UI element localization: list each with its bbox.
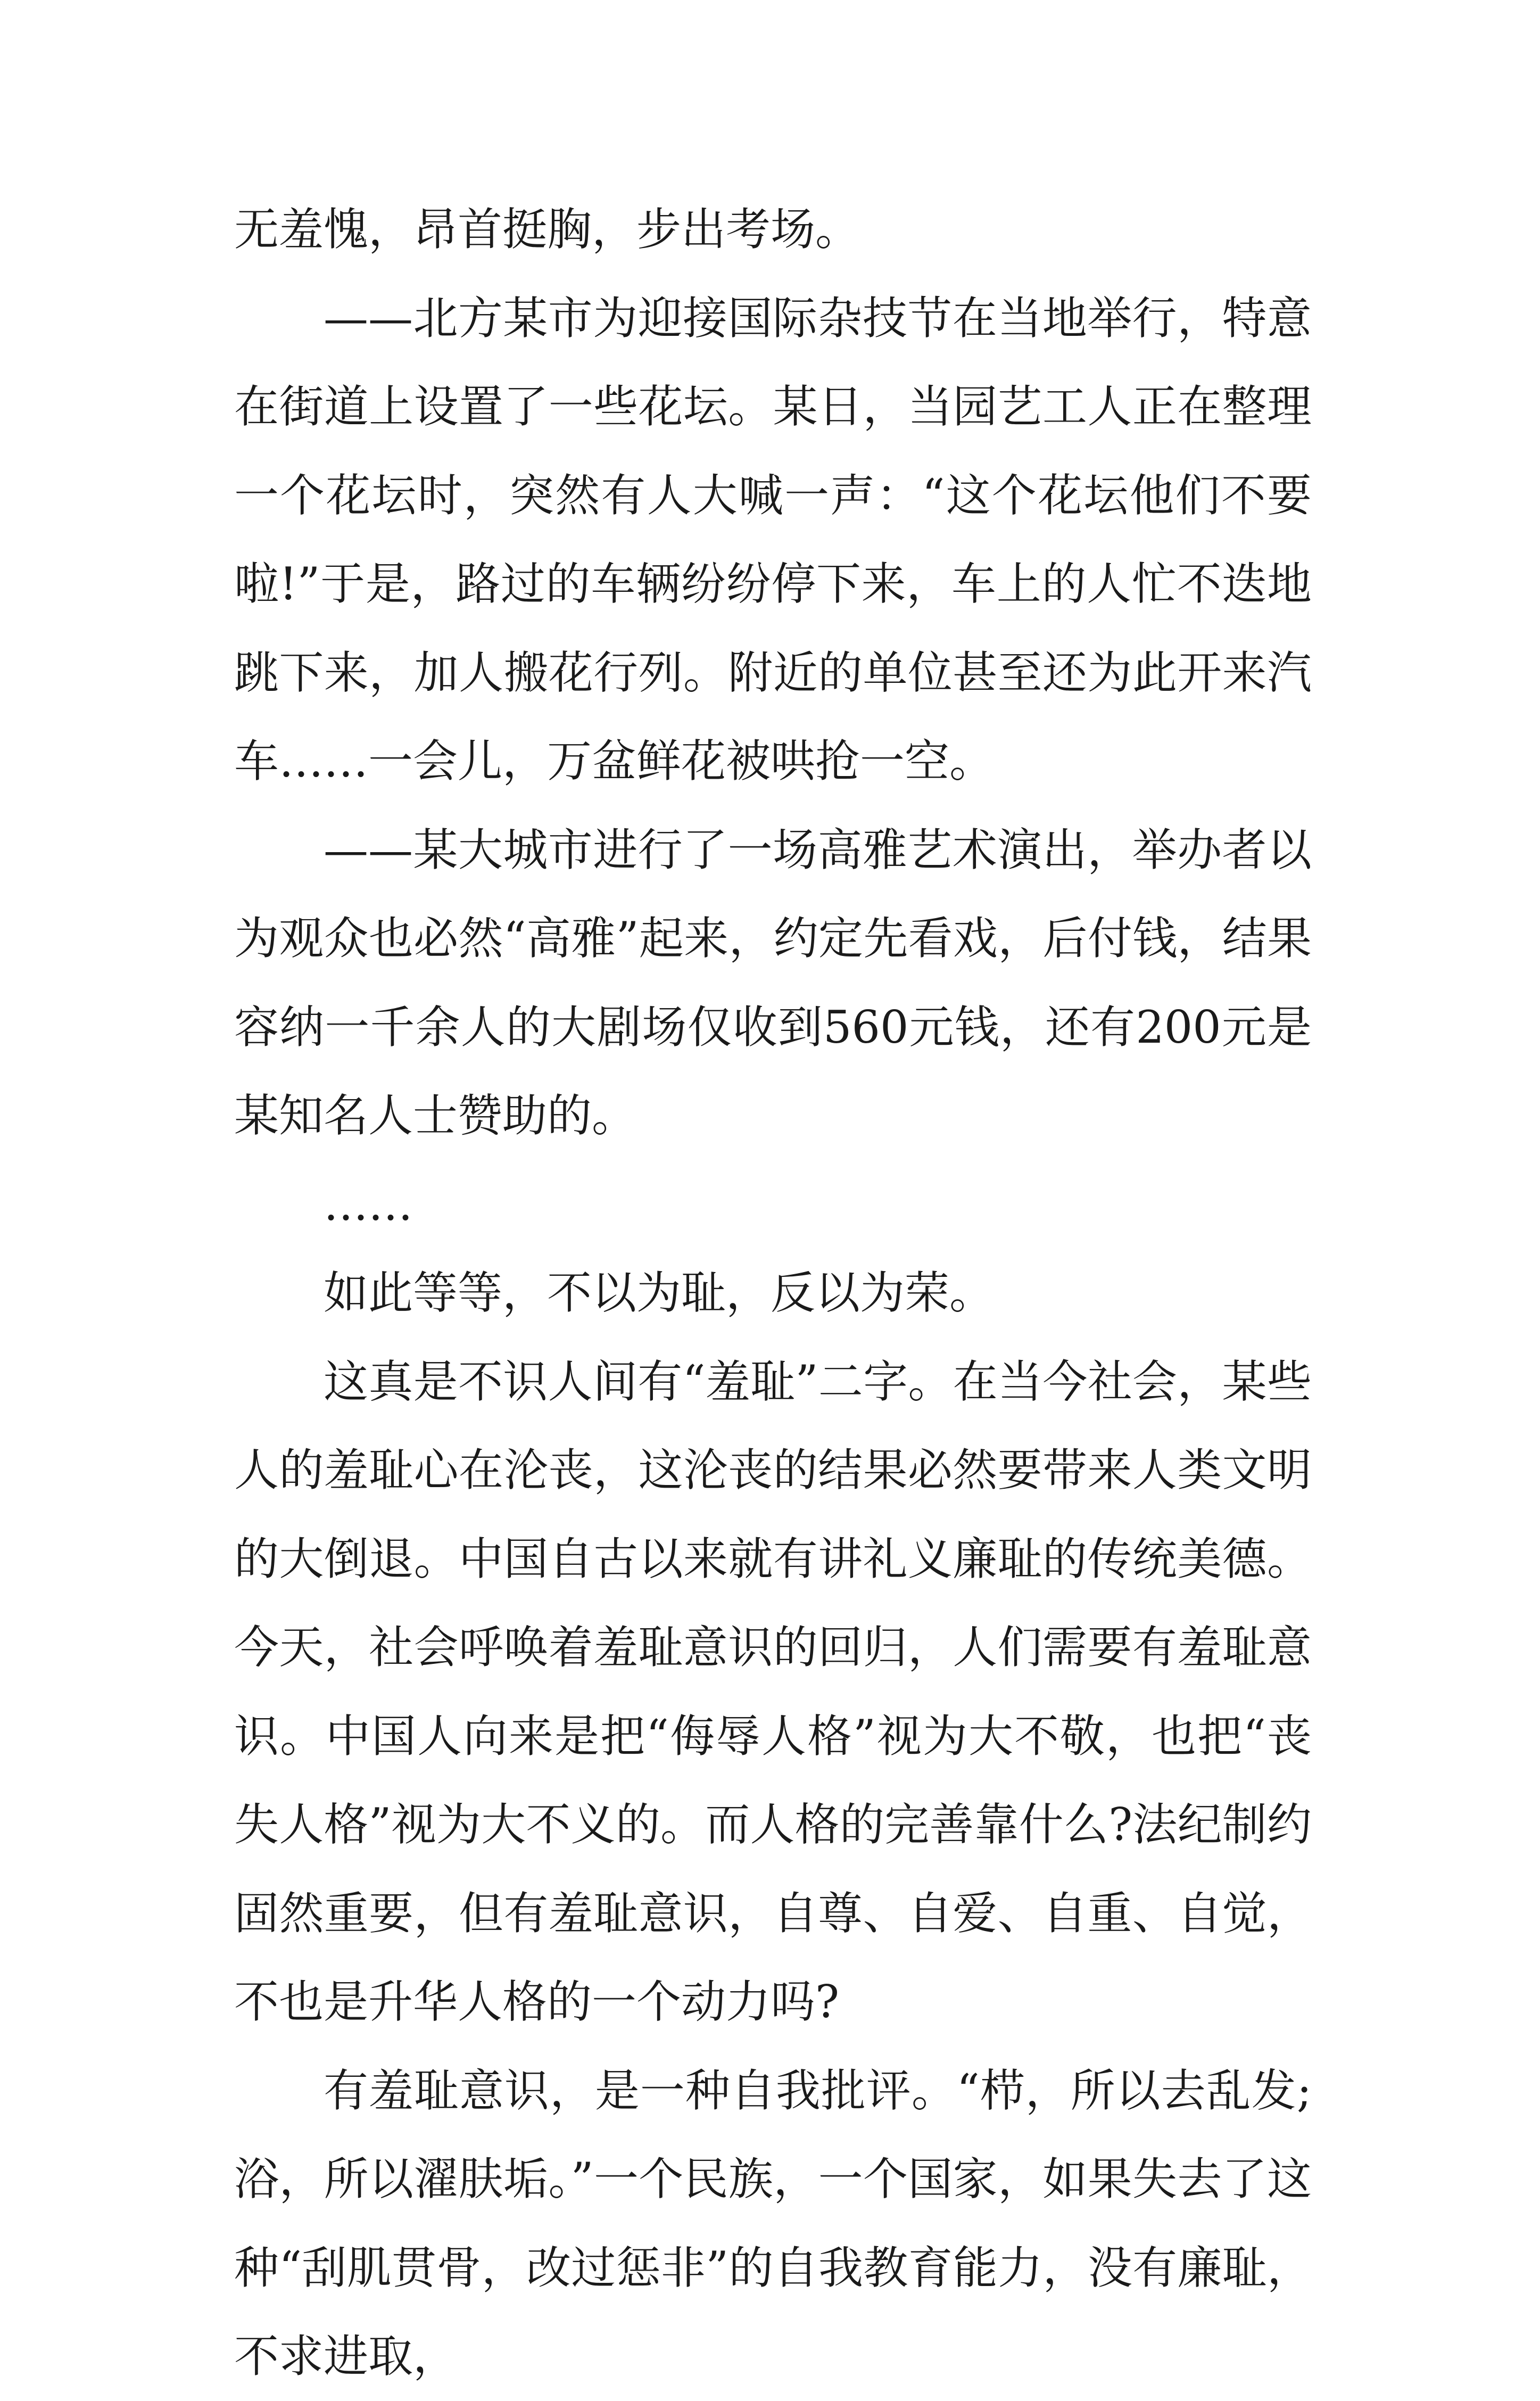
- paragraph-ellipsis: ……: [324, 1178, 413, 1231]
- paragraph-7: 有羞耻意识，是一种自我批评。“栉，所以去乱发;浴，所以濯肤垢。”一个民族，一个国家，如果失去了这种“刮肌贯骨，改过惩非”的自我教育能力，没有廉耻，不求进取，: [234, 2064, 1312, 2382]
- paragraph-6: 这真是不识人间有“羞耻”二字。在当今社会，某些人的羞耻心在沦丧，这沦丧的结果必然要带来人类文明的大倒退。中国自古以来就有讲礼义廉耻的传统美德。今天，社会呼唤着羞耻意识的回归，人们需要有羞耻意识。中国人向来是把“侮辱人格”视为大不敬，也把“丧失人格”视为大不义的。而人格的完善靠什么?法纪制约固然重要，但有羞耻意识，自尊、自爱、自重、自觉，不也是升华人格的一个动力吗?: [234, 1355, 1312, 2028]
- paragraph-5: 如此等等，不以为耻，反以为荣。: [324, 1267, 995, 1319]
- paragraph-3: ——某大城市进行了一场高雅艺术演出，举办者以为观众也必然“高雅”起来，约定先看戏，后付钱，结果容纳一千余人的大剧场仅收到560元钱，还有200元是某知名人士赞助的。: [234, 823, 1312, 1142]
- document-body: [234, 185, 1312, 2401]
- paragraph-1: 无羞愧，昂首挺胸，步出考场。: [234, 203, 860, 255]
- paragraph-2: ——北方某市为迎接国际杂技节在当地举行，特意在街道上设置了一些花坛。某日，当园艺工人正在整理一个花坛时，突然有人大喊一声：“这个花坛他们不要啦!”于是，路过的车辆纷纷停下来，车上的人忙不迭地跳下来，加人搬花行列。附近的单位甚至还为此开来汽车……一会儿，万盆鲜花被哄抢一空。: [234, 292, 1312, 787]
